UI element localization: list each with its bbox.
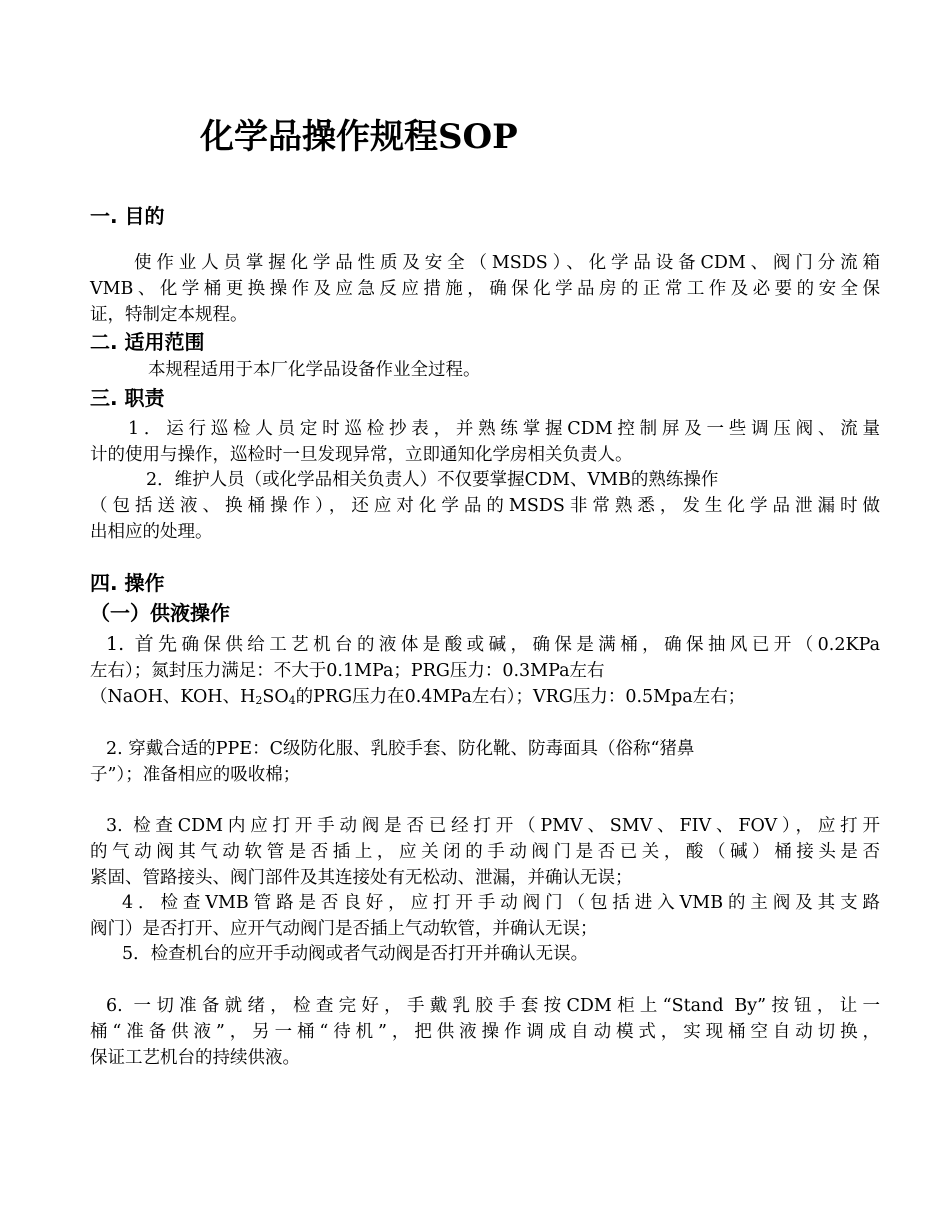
purpose-line-2: VMB、化学桶更换操作及应急反应措施，确保化学品房的正常工作及必要的安全保 bbox=[90, 279, 880, 299]
heading-operation: 四. 操作 bbox=[90, 571, 165, 595]
heading-scope: 二. 适用范围 bbox=[90, 330, 205, 354]
step-1-line-3 bbox=[90, 684, 880, 710]
step-4 bbox=[90, 890, 880, 942]
heading-purpose: 一. 目的 bbox=[90, 204, 165, 228]
step-1-prefix: 1. 首先 bbox=[106, 633, 182, 655]
heading-duties: 三. 职责 bbox=[90, 386, 165, 410]
duties-1-line-1: 1．运行巡检人员定时巡检抄表，并熟练掌握CDM控制屏及一些调压阀、流量 bbox=[128, 419, 880, 439]
duties-2-line-2: （包括送液、换桶操作），还应对化学品的MSDS非常熟悉，发生化学品泄漏时做 bbox=[90, 496, 880, 516]
duties-2-line-1: 2．维护人员（或化学品相关负责人）不仅要掌握CDM、VMB的熟练操作 bbox=[146, 470, 719, 490]
paragraph-duties-1 bbox=[90, 416, 880, 468]
step-2-line-1: 2. 穿戴合适的PPE：C级防化服、乳胶手套、防化靴、防毒面具（俗称“猪鼻 bbox=[106, 739, 695, 759]
step-3-line-3: 紧固、管路接头、阀门部件及其连接处有无松动、泄漏，并确认无误； bbox=[90, 868, 633, 888]
step-1-line-3-c: 的PRG压力在0.4MPa左右）；VRG压力：0.5Mpa左右； bbox=[295, 687, 746, 707]
paragraph-purpose bbox=[90, 250, 880, 328]
scope-line-1: 本规程适用于本厂化学品设备作业全过程。 bbox=[148, 360, 481, 380]
step-3 bbox=[90, 813, 880, 891]
duties-1-line-2: 计的使用与操作，巡检时一旦发现异常，立即通知化学房相关负责人。 bbox=[90, 445, 633, 465]
step-1 bbox=[90, 631, 880, 710]
step-1-subscript-4: 4 bbox=[288, 694, 296, 707]
step-1-line-3-a: （NaOH、KOH、H bbox=[90, 687, 256, 707]
step-1-line-2: 左右）；氮封压力满足：不大于0.1MPa；PRG压力：0.3MPa左右 bbox=[90, 661, 605, 681]
step-5 bbox=[90, 941, 880, 967]
step-6-line-2: 桶“准备供液”，另一桶“待机”，把供液操作调成自动模式，实现桶空自动切换， bbox=[90, 1022, 880, 1042]
step-2 bbox=[90, 736, 880, 788]
step-3-line-1: 3. 检查CDM内应打开手动阀是否已经打开（PMV、SMV、FIV、FOV），应打开 bbox=[106, 816, 880, 836]
step-2-line-2: 子”）；准备相应的吸收棉； bbox=[90, 765, 301, 785]
duties-2-line-3: 出相应的处理。 bbox=[90, 522, 213, 542]
step-1-subscript-2: 2 bbox=[255, 694, 263, 707]
step-1-line-3-b: SO bbox=[262, 687, 289, 707]
step-5-line-1: 5．检查机台的应开手动阀或者气动阀是否打开并确认无误。 bbox=[122, 944, 589, 964]
step-1-line-1 bbox=[90, 631, 880, 658]
step-6 bbox=[90, 993, 880, 1071]
paragraph-scope bbox=[90, 357, 880, 383]
heading-supply-operation: （一）供液操作 bbox=[90, 601, 230, 625]
purpose-line-1: 使作业人员掌握化学品性质及安全（MSDS）、化学品设备CDM、阀门分流箱 bbox=[134, 253, 880, 273]
step-4-line-2: 阀门）是否打开、应开气动阀门是否插上气动软管，并确认无误； bbox=[90, 919, 598, 939]
purpose-line-3: 证，特制定本规程。 bbox=[90, 305, 248, 325]
page-title: 化学品操作规程SOP bbox=[200, 117, 518, 157]
step-6-line-3: 保证工艺机台的持续供液。 bbox=[90, 1048, 300, 1068]
paragraph-duties-2 bbox=[90, 467, 880, 545]
step-3-line-2: 的气动阀其气动软管是否插上，应关闭的手动阀门是否已关，酸（碱）桶接头是否 bbox=[90, 842, 880, 862]
step-6-line-1: 6. 一切准备就绪，检查完好，手戴乳胶手套按CDM柜上“Stand By”按钮，让一 bbox=[106, 996, 880, 1016]
step-4-line-1: 4．检查VMB管路是否良好，应打开手动阀门（包括进入VMB的主阀及其支路 bbox=[122, 893, 880, 913]
step-1-line-1-rest: 确保供给工艺机台的液体是酸或碱，确保是满桶，确保抽风已开（0.2KPa bbox=[181, 635, 880, 655]
